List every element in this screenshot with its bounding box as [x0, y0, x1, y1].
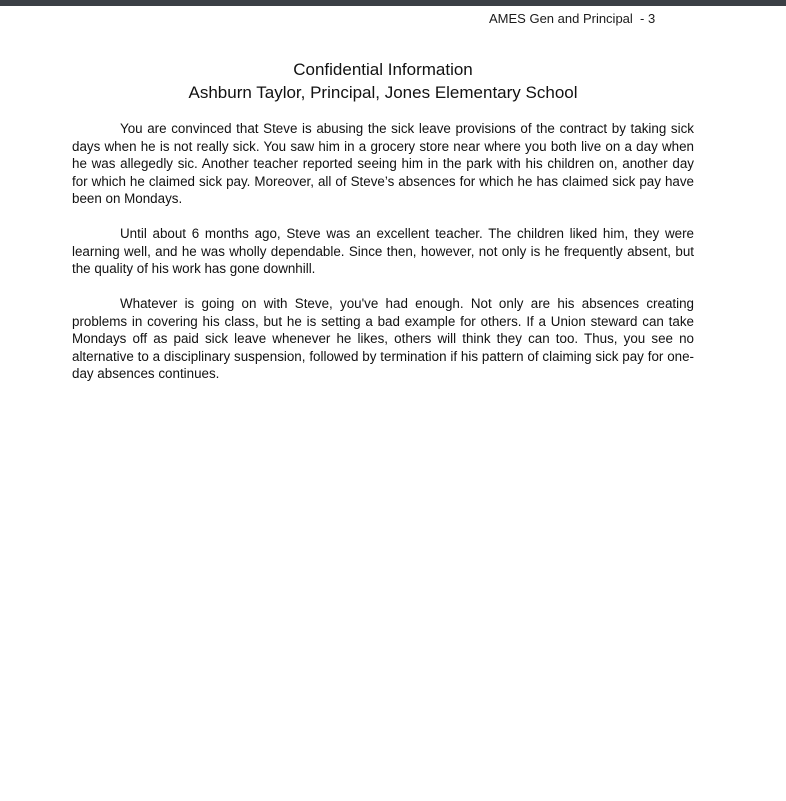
document-subtitle: Ashburn Taylor, Principal, Jones Elementary School	[188, 83, 578, 102]
document-page	[0, 6, 786, 801]
paragraph: Until about 6 months ago, Steve was an excellent teacher. The children liked him, they were learning well, and he was wholly dependable. Since then, however, not only is he frequently absent, but the quality of his work has gone downhill.	[72, 226, 694, 276]
paragraph: You are convinced that Steve is abusing the sick leave provisions of the contract by taking sick days when he is not really sick. You saw him in a grocery store near where you both live on a day when he was allegedly sic. Another teacher reported seeing him in the park with his children on, another day for which he claimed sick pay. Moreover, all of Steve’s absences for which he has claimed sick pay have been on Mondays.	[72, 121, 694, 206]
title-block	[0, 58, 766, 104]
document-body	[72, 120, 694, 400]
document-title: Confidential Information	[293, 60, 473, 79]
running-header: AMES Gen and Principal - 3	[489, 11, 656, 26]
paragraph: Whatever is going on with Steve, you've had enough. Not only are his absences creating problems in covering his class, but he is setting a bad example for others. If a Union steward can take Mondays off as paid sick leave whenever he likes, others will think they can too. Thus, you see no alternative to a disciplinary suspension, followed by termination if his pattern of claiming sick pay for one- day absences continues.	[72, 296, 694, 381]
